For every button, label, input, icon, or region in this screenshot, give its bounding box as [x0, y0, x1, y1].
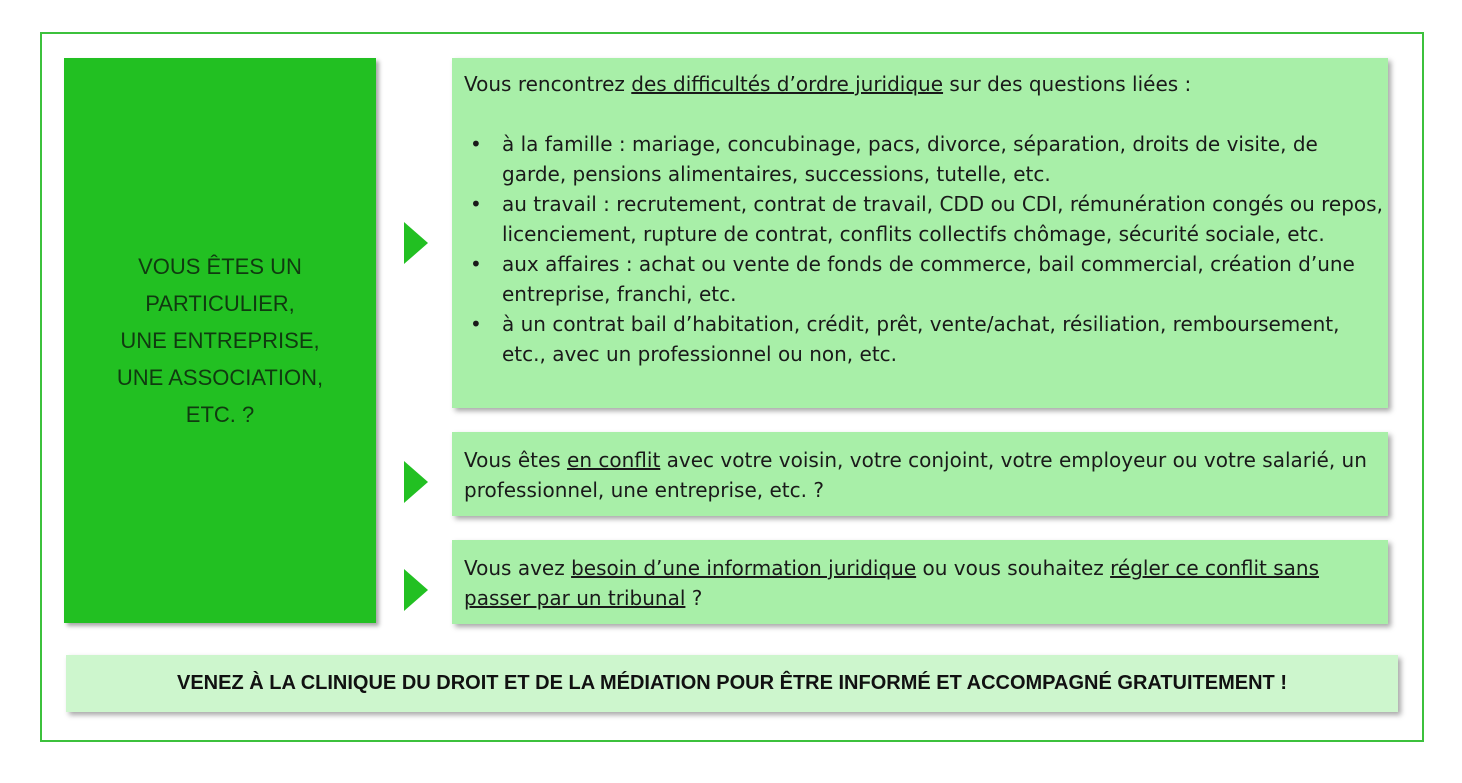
panel-underlined: régler ce conflit sans passer par un tribunal	[464, 556, 1320, 610]
call-to-action-banner	[66, 655, 1398, 712]
intro-text: Vous rencontrez	[464, 72, 632, 96]
panel-text: Vous êtes	[464, 448, 568, 472]
information-panel	[452, 540, 1388, 624]
audience-line: VOUS ÊTES UN	[138, 254, 302, 279]
audience-box	[64, 58, 376, 623]
list-item: • au travail : recrutement, contrat de travail, CDD ou CDI, rémunération congés ou repos, licenciement, rupture de contrat, conflits collectifs chômage, sécurité sociale, etc.	[464, 189, 1388, 249]
arrow-right-icon	[404, 569, 428, 611]
list-item: • à la famille : mariage, concubinage, pacs, divorce, séparation, droits de visite, de garde, pensions alimentaires, successions, tutelle, etc.	[464, 129, 1388, 189]
audience-line: PARTICULIER,	[145, 291, 295, 316]
panel-text-end: ?	[685, 586, 703, 610]
conflict-panel	[452, 432, 1388, 516]
audience-line: UNE ASSOCIATION,	[116, 365, 324, 390]
topic-list	[464, 129, 1388, 369]
audience-line: ETC. ?	[185, 402, 255, 427]
audience-line: UNE ENTREPRISE,	[120, 328, 320, 353]
intro-underlined: des difficultés d’ordre juridique	[631, 72, 944, 96]
legal-difficulties-panel	[452, 58, 1388, 408]
panel-underlined: besoin d’une information juridique	[571, 556, 917, 580]
banner-text: VENEZ À LA CLINIQUE DU DROIT ET DE LA MÉDIATION POUR ÊTRE INFORMÉ ET ACCOMPAGNÉ GRATUITEMENT !	[177, 672, 1287, 694]
panel-text-end: avec votre voisin, votre conjoint, votre employeur ou votre salarié, un professionnel, une entreprise, etc. ?	[464, 448, 1367, 502]
panel-text: Vous avez	[464, 556, 572, 580]
arrow-right-icon	[404, 222, 428, 264]
arrow-right-icon	[404, 461, 428, 503]
list-item: • aux affaires : achat ou vente de fonds de commerce, bail commercial, création d’une entreprise, franchi, etc.	[464, 249, 1388, 309]
intro-text-end: sur des questions liées :	[943, 72, 1192, 96]
panel-underlined: en conflit	[567, 448, 661, 472]
list-item: • à un contrat bail d’habitation, crédit, prêt, vente/achat, résiliation, remboursement, etc., avec un professionnel ou non, etc.	[464, 309, 1388, 369]
panel-text-mid: ou vous souhaitez	[916, 556, 1111, 580]
panel-intro	[464, 69, 1388, 99]
